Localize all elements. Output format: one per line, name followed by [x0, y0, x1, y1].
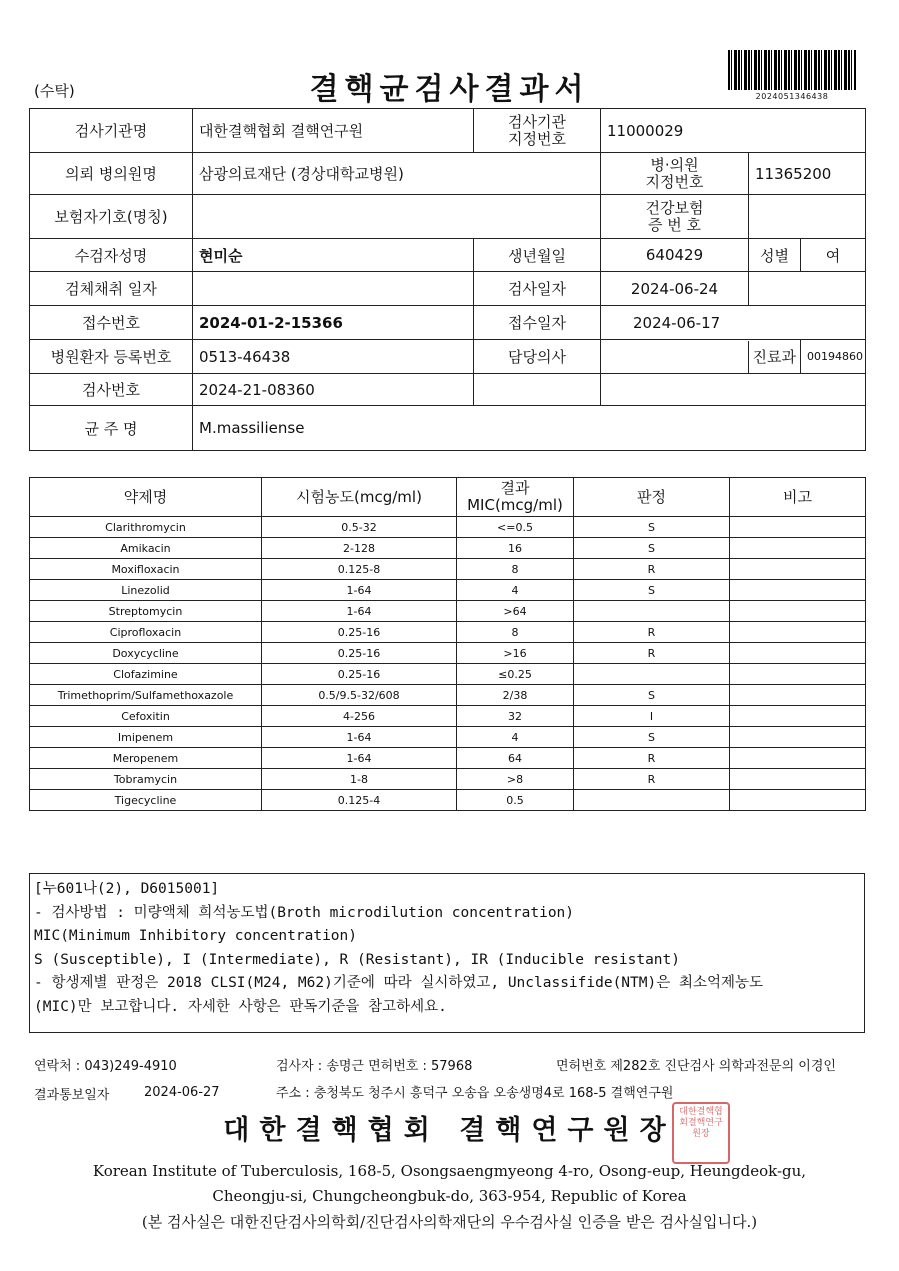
note-line: - 검사방법 : 미량액체 희석농도법(Broth microdilution concentration)	[34, 904, 575, 921]
drug-drug-cell: Doxycycline	[30, 643, 262, 664]
drug-note-cell	[730, 706, 866, 727]
hospital-code-value: 11365200	[749, 153, 866, 195]
health-ins-label-line2: 증 번 호	[647, 215, 701, 234]
barcode	[728, 50, 856, 90]
drug-range-cell: 1-64	[262, 580, 457, 601]
drug-susceptibility-table	[29, 477, 866, 811]
reg-no-value: 0513-46438	[193, 340, 474, 374]
receipt-date-value: 2024-06-17	[601, 306, 866, 340]
test-no-label: 검사번호	[30, 374, 193, 406]
drug-mic-cell: <=0.5	[457, 517, 574, 538]
drug-range-cell: 1-8	[262, 769, 457, 790]
organism-value: M.massiliense	[193, 406, 866, 451]
drug-drug-cell: Clarithromycin	[30, 517, 262, 538]
drug-row	[30, 769, 866, 790]
drug-drug-cell: Meropenem	[30, 748, 262, 769]
drug-drug-cell: Ciprofloxacin	[30, 622, 262, 643]
drug-interp-cell	[574, 601, 730, 622]
header-result-line2: MIC(mcg/ml)	[467, 496, 563, 514]
drug-range-cell: 2-128	[262, 538, 457, 559]
lab-code-label-line1: 검사기관	[508, 112, 566, 131]
report-date: 2024-06-27	[144, 1085, 220, 1100]
drug-interp-cell: R	[574, 643, 730, 664]
drug-interp-cell: I	[574, 706, 730, 727]
contact: 연락처 : 043)249-4910	[34, 1059, 177, 1074]
note-line: [누601나(2), D6015001]	[34, 881, 220, 897]
lab-name-label: 검사기관명	[30, 109, 193, 153]
drug-interp-cell: S	[574, 538, 730, 559]
specialist: 면허번호 제282호 진단검사 의학과전문의 이경인	[556, 1059, 836, 1074]
drug-mic-cell: 4	[457, 727, 574, 748]
certification: (본 검사실은 대한진단검사의학회/진단검사의학재단의 우수검사실 인증을 받은 검사실입니다.)	[141, 1213, 758, 1231]
drug-drug-cell: Linezolid	[30, 580, 262, 601]
drug-interp-cell: S	[574, 727, 730, 748]
drug-drug-cell: Trimethoprim/Sulfamethoxazole	[30, 685, 262, 706]
drug-interp-cell: R	[574, 748, 730, 769]
receipt-date-label: 접수일자	[474, 306, 601, 340]
receipt-no-label: 접수번호	[30, 306, 193, 340]
drug-note-cell	[730, 727, 866, 748]
drug-interp-cell: S	[574, 685, 730, 706]
birth-value: 640429	[601, 239, 749, 272]
drug-note-cell	[730, 622, 866, 643]
drug-note-cell	[730, 517, 866, 538]
collect-date-label: 검체채취 일자	[30, 272, 193, 306]
empty-cell	[749, 272, 866, 306]
drug-mic-cell: 32	[457, 706, 574, 727]
drug-row	[30, 685, 866, 706]
drug-mic-cell: 8	[457, 622, 574, 643]
method-notes	[29, 873, 865, 1033]
drug-mic-cell: >8	[457, 769, 574, 790]
drug-mic-cell: 16	[457, 538, 574, 559]
drug-range-cell: 0.5-32	[262, 517, 457, 538]
drug-mic-cell: >64	[457, 601, 574, 622]
note-line: (MIC)만 보고합니다. 자세한 사항은 판독기준을 참고하세요.	[34, 998, 447, 1015]
lab-name-value: 대한결핵협회 결핵연구원	[193, 109, 474, 153]
report-date-label: 결과통보일자	[34, 1088, 110, 1103]
english-address-line2: Cheongju-si, Chungcheongbuk-do, 363-954, Republic of Korea	[212, 1187, 687, 1205]
drug-row	[30, 517, 866, 538]
drug-note-cell	[730, 748, 866, 769]
drug-row	[30, 538, 866, 559]
hospital-label: 의뢰 병의원명	[30, 153, 193, 195]
drug-interp-cell: R	[574, 769, 730, 790]
sex-value: 여	[801, 239, 866, 272]
barcode-number: 2024051346438	[755, 92, 829, 101]
drug-interp-cell: R	[574, 559, 730, 580]
header-note: 비고	[730, 478, 866, 517]
drug-interp-cell: S	[574, 580, 730, 601]
lab-code-value: 11000029	[601, 109, 866, 153]
patient-name-label: 수검자성명	[30, 239, 193, 272]
lab-code-label-line2: 지정번호	[508, 129, 566, 148]
drug-drug-cell: Moxifloxacin	[30, 559, 262, 580]
hospital-code-label-line2: 지정번호	[645, 172, 704, 191]
sex-label: 성별	[749, 239, 801, 272]
hospital-value: 삼광의료재단 (경상대학교병원)	[193, 153, 601, 195]
drug-range-cell: 0.125-8	[262, 559, 457, 580]
lab-code-label	[474, 109, 601, 153]
drug-row	[30, 622, 866, 643]
drug-note-cell	[730, 601, 866, 622]
drug-interp-cell: R	[574, 622, 730, 643]
header-interpretation: 판정	[574, 478, 730, 517]
empty-cell	[601, 374, 866, 406]
birth-label: 생년월일	[474, 239, 601, 272]
drug-row	[30, 748, 866, 769]
drug-interp-cell	[574, 664, 730, 685]
organism-label: 균 주 명	[30, 406, 193, 451]
header-result	[457, 478, 574, 517]
document-title: 결핵균검사결과서	[309, 72, 590, 107]
note-line: S (Susceptible), I (Intermediate), R (Resistant), IR (Inducible resistant)	[34, 951, 681, 968]
drug-range-cell: 0.25-16	[262, 622, 457, 643]
drug-mic-cell: >16	[457, 643, 574, 664]
test-no-value: 2024-21-08360	[193, 374, 474, 406]
drug-row	[30, 643, 866, 664]
drug-range-cell: 0.25-16	[262, 643, 457, 664]
hospital-code-label	[601, 153, 749, 195]
drug-note-cell	[730, 685, 866, 706]
examiner: 검사자 : 송명근 면허번호 : 57968	[276, 1059, 473, 1074]
drug-note-cell	[730, 790, 866, 811]
reg-no-label: 병원환자 등록번호	[30, 340, 193, 374]
drug-mic-cell: ≤0.25	[457, 664, 574, 685]
drug-mic-cell: 4	[457, 580, 574, 601]
patient-name-value: 현미순	[193, 239, 474, 272]
patient-info-table	[29, 108, 866, 451]
note-line: MIC(Minimum Inhibitory concentration)	[34, 928, 358, 944]
drug-range-cell: 0.25-16	[262, 664, 457, 685]
drug-note-cell	[730, 643, 866, 664]
drug-interp-cell	[574, 790, 730, 811]
doctor-label: 담당의사	[474, 340, 601, 374]
header-result-line1: 결과	[500, 479, 530, 497]
consignment-label: (수탁)	[34, 82, 75, 100]
test-date-value: 2024-06-24	[601, 272, 749, 306]
insurer-label: 보험자기호(명칭)	[30, 195, 193, 239]
drug-range-cell: 0.5/9.5-32/608	[262, 685, 457, 706]
drug-row	[30, 727, 866, 748]
drug-drug-cell: Clofazimine	[30, 664, 262, 685]
drug-row	[30, 559, 866, 580]
drug-range-cell: 1-64	[262, 727, 457, 748]
header-drug: 약제명	[30, 478, 262, 517]
drug-row	[30, 706, 866, 727]
receipt-no-value: 2024-01-2-15366	[193, 306, 474, 340]
drug-row	[30, 664, 866, 685]
drug-drug-cell: Amikacin	[30, 538, 262, 559]
drug-note-cell	[730, 538, 866, 559]
drug-interp-cell: S	[574, 517, 730, 538]
drug-range-cell: 1-64	[262, 601, 457, 622]
drug-mic-cell: 2/38	[457, 685, 574, 706]
health-ins-label-line1: 건강보험	[645, 198, 704, 217]
health-ins-label	[601, 195, 749, 239]
drug-mic-cell: 8	[457, 559, 574, 580]
drug-mic-cell: 0.5	[457, 790, 574, 811]
drug-note-cell	[730, 769, 866, 790]
drug-row	[30, 580, 866, 601]
note-line: - 항생제별 판정은 2018 CLSI(M24, M62)기준에 따라 실시하였고, Unclassifide(NTM)은 최소억제농도	[34, 975, 764, 991]
drug-range-cell: 0.125-4	[262, 790, 457, 811]
drug-row	[30, 601, 866, 622]
doctor-dept-cell	[601, 340, 801, 374]
insurer-value	[193, 195, 601, 239]
drug-drug-cell: Cefoxitin	[30, 706, 262, 727]
hospital-code-label-line1: 병·의원	[650, 155, 699, 174]
organization-name: 대한결핵협회 결핵연구원장	[223, 1115, 676, 1146]
health-ins-value	[749, 195, 866, 239]
drug-mic-cell: 64	[457, 748, 574, 769]
english-address-line1: Korean Institute of Tuberculosis, 168-5, Osongsaengmyeong 4-ro, Osong-eup, Heungdeok-gu,	[92, 1162, 807, 1180]
collect-date-value	[193, 272, 474, 306]
drug-row	[30, 790, 866, 811]
header-range: 시험농도(mcg/ml)	[262, 478, 457, 517]
drug-drug-cell: Streptomycin	[30, 601, 262, 622]
drug-note-cell	[730, 664, 866, 685]
drug-range-cell: 4-256	[262, 706, 457, 727]
empty-cell	[474, 374, 601, 406]
test-date-label: 검사일자	[474, 272, 601, 306]
drug-drug-cell: Tobramycin	[30, 769, 262, 790]
drug-note-cell	[730, 559, 866, 580]
dept-value: 00194860	[801, 340, 866, 374]
drug-drug-cell: Tigecycline	[30, 790, 262, 811]
drug-drug-cell: Imipenem	[30, 727, 262, 748]
dept-label: 진료과	[748, 341, 800, 373]
address: 주소 : 충청북도 청주시 흥덕구 오송읍 오송생명4로 168-5 결핵연구원	[276, 1086, 674, 1101]
official-seal: 대한결핵협회결핵연구원장	[672, 1102, 730, 1164]
drug-range-cell: 1-64	[262, 748, 457, 769]
drug-note-cell	[730, 580, 866, 601]
